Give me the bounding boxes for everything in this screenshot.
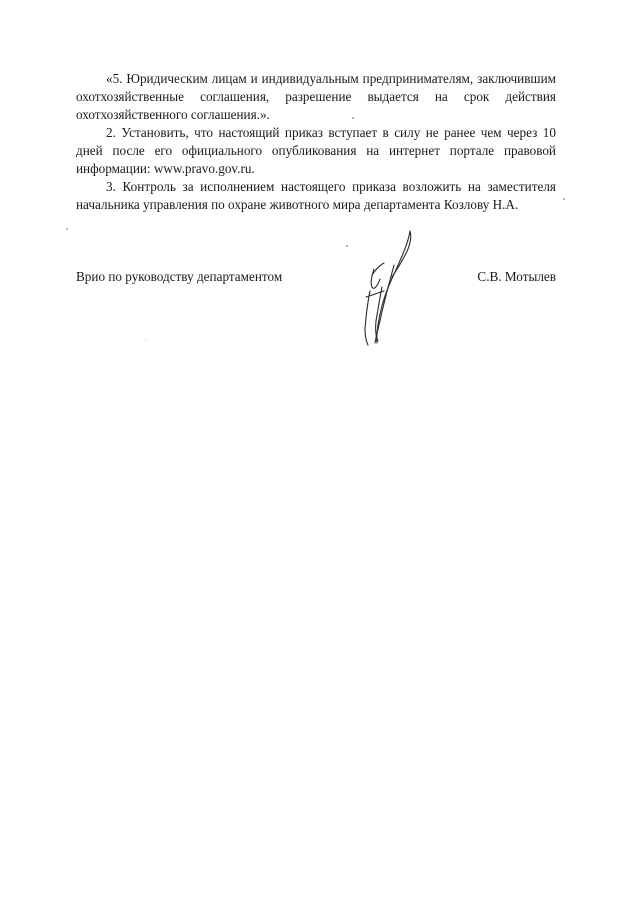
signatory-name: С.В. Мотылев bbox=[477, 269, 556, 284]
scan-speck bbox=[145, 339, 146, 340]
signatory-position: Врио по руководству департаментом bbox=[76, 269, 283, 284]
paragraph-control: 3. Контроль за исполнением настоящего приказа возложить на заместителя начальника управления по охране животного мира департамента Козлову Н.А. bbox=[76, 179, 556, 212]
signature-block bbox=[76, 268, 556, 288]
scan-speck bbox=[563, 198, 565, 200]
scan-speck bbox=[66, 228, 68, 230]
scan-speck bbox=[346, 245, 348, 247]
document-body bbox=[76, 70, 556, 214]
handwritten-signature bbox=[350, 225, 430, 355]
paragraph-item-5: «5. Юридическим лицам и индивидуальным предпринимателям, заключившим охотхозяйственные соглашения, разрешение выдается на срок действия охотхозяйственного соглашения.». bbox=[76, 71, 556, 122]
paragraph-effective-date: 2. Установить, что настоящий приказ вступает в силу не ранее чем через 10 дней после его официального опубликования на интернет портале правовой информации: www.pravo.gov.ru. bbox=[76, 125, 556, 176]
scan-speck bbox=[352, 117, 354, 119]
